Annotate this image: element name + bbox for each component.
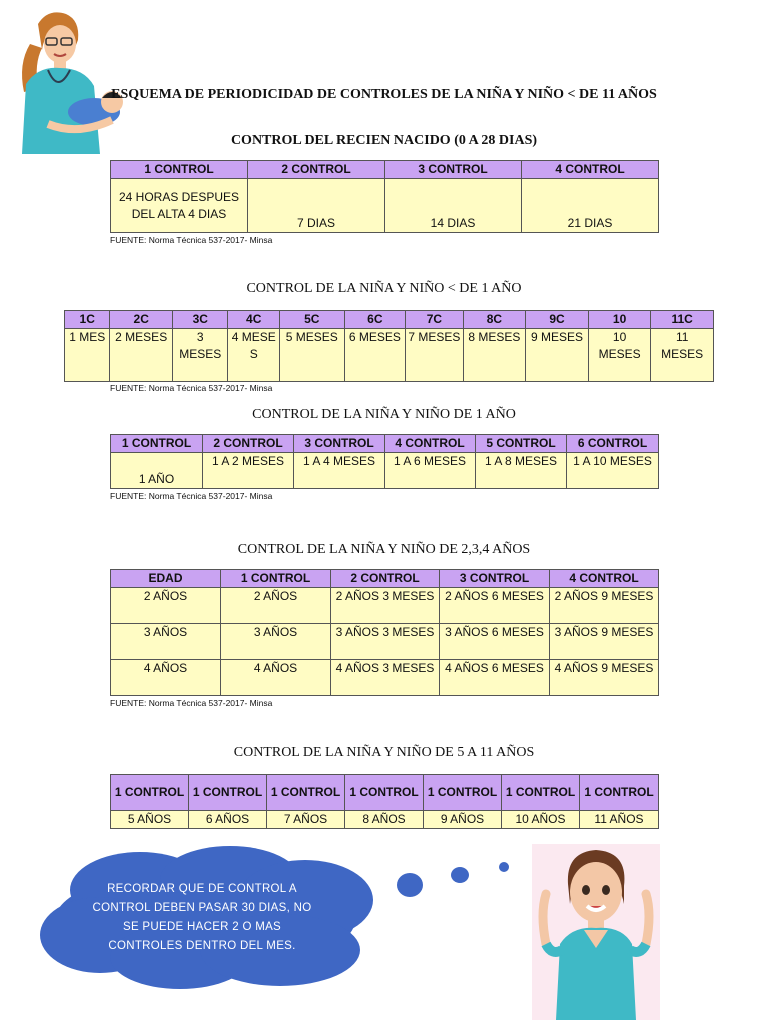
table-cell: 4 AÑOS: [221, 660, 331, 696]
header-cell: 11C: [651, 311, 714, 329]
header-cell: 10: [588, 311, 651, 329]
header-cell: 2 CONTROL: [331, 570, 440, 588]
table-cell: 8 MESES: [463, 329, 526, 382]
section-title-recien-nacido: CONTROL DEL RECIEN NACIDO (0 A 28 DIAS): [230, 133, 538, 148]
table-cell: 1 MES: [65, 329, 110, 382]
header-cell: 1 CONTROL: [424, 775, 502, 811]
header-cell: 3 CONTROL: [294, 435, 385, 453]
nurse-fingers-crossed-illustration: [532, 844, 660, 1020]
table-cell: 1 A 4 MESES: [294, 453, 385, 489]
header-cell: 2 CONTROL: [203, 435, 294, 453]
reminder-text: RECORDAR QUE DE CONTROL A CONTROL DEBEN PASAR 30 DIAS, NO SE PUEDE HACER 2 O MAS CONTROLES DENTRO DEL MES.: [92, 883, 312, 952]
table-cell: 7 MESES: [406, 329, 464, 382]
table-cell: 1 AÑO: [111, 453, 203, 489]
header-cell: 1 CONTROL: [111, 775, 189, 811]
header-cell: 1C: [65, 311, 110, 329]
header-cell: 3 CONTROL: [385, 161, 522, 179]
table-cell: 2 AÑOS: [111, 588, 221, 624]
source-note: FUENTE: Norma Técnica 537-2017- Minsa: [110, 383, 273, 393]
table-cell: 11 AÑOS: [580, 811, 659, 829]
header-cell: 4 CONTROL: [522, 161, 659, 179]
table-cell: 3 AÑOS 6 MESES: [440, 624, 550, 660]
table-cell: 14 DIAS: [385, 179, 522, 233]
table-cell: 24 HORAS DESPUES DEL ALTA 4 DIAS: [111, 179, 248, 233]
header-cell: 1 CONTROL: [189, 775, 267, 811]
source-note: FUENTE: Norma Técnica 537-2017- Minsa: [110, 491, 273, 501]
header-cell: 4C: [228, 311, 279, 329]
header-cell: 6C: [344, 311, 406, 329]
header-cell: 6 CONTROL: [567, 435, 659, 453]
table-cell: 4 AÑOS 6 MESES: [440, 660, 550, 696]
table-cell: 7 DIAS: [248, 179, 385, 233]
header-cell: 3 CONTROL: [440, 570, 550, 588]
table-cell: 6 MESES: [344, 329, 406, 382]
header-cell: 2 CONTROL: [248, 161, 385, 179]
section-title-dos-cuatro: CONTROL DE LA NIÑA Y NIÑO DE 2,3,4 AÑOS: [237, 542, 531, 557]
table-cell: 2 AÑOS 6 MESES: [440, 588, 550, 624]
header-cell: 2C: [110, 311, 173, 329]
table-row: [111, 660, 659, 696]
source-note: FUENTE: Norma Técnica 537-2017- Minsa: [110, 698, 273, 708]
table-cell: 1 A 10 MESES: [567, 453, 659, 489]
table-cell: 10 AÑOS: [502, 811, 580, 829]
table-cell: 7 AÑOS: [267, 811, 345, 829]
table-cell: 1 A 6 MESES: [385, 453, 476, 489]
header-cell: 1 CONTROL: [502, 775, 580, 811]
table-cell: 4 AÑOS 3 MESES: [331, 660, 440, 696]
header-cell: 4 CONTROL: [550, 570, 659, 588]
table-cell: 5 MESES: [279, 329, 344, 382]
table-cell: 3 AÑOS: [111, 624, 221, 660]
header-cell: 1 CONTROL: [221, 570, 331, 588]
table-cell: 3 MESES: [172, 329, 228, 382]
table-recien-nacido: [110, 160, 659, 233]
header-cell: 9C: [526, 311, 589, 329]
header-cell: 5C: [279, 311, 344, 329]
page-title: ESQUEMA DE PERIODICIDAD DE CONTROLES DE LA NIÑA Y NIÑO < DE 11 AÑOS: [111, 87, 657, 102]
section-title-menor-1: CONTROL DE LA NIÑA Y NIÑO < DE 1 AÑO: [246, 281, 522, 296]
header-cell: 1 CONTROL: [267, 775, 345, 811]
table-cell: 9 AÑOS: [424, 811, 502, 829]
table-cell: 11 MESES: [651, 329, 714, 382]
table-cell: 3 AÑOS 9 MESES: [550, 624, 659, 660]
table-cinco-once: [110, 774, 659, 829]
table-cell: 4 AÑOS: [111, 660, 221, 696]
table-cell: 6 AÑOS: [189, 811, 267, 829]
table-cell: 1 A 8 MESES: [476, 453, 567, 489]
table-cell: 4 AÑOS 9 MESES: [550, 660, 659, 696]
table-menor-1: [64, 310, 714, 382]
table-cell: 2 AÑOS 3 MESES: [331, 588, 440, 624]
section-title-uno: CONTROL DE LA NIÑA Y NIÑO DE 1 AÑO: [252, 407, 516, 422]
header-cell: 1 CONTROL: [345, 775, 424, 811]
table-cell: 2 AÑOS 9 MESES: [550, 588, 659, 624]
table-cell: 5 AÑOS: [111, 811, 189, 829]
table-cell: 1 A 2 MESES: [203, 453, 294, 489]
header-cell: 3C: [172, 311, 228, 329]
table-cell: 4 MESES: [228, 329, 279, 382]
header-cell: 1 CONTROL: [580, 775, 659, 811]
header-cell: 8C: [463, 311, 526, 329]
table-cell: 2 MESES: [110, 329, 173, 382]
nurse-with-baby-illustration: [8, 4, 126, 160]
table-cell: 3 AÑOS 3 MESES: [331, 624, 440, 660]
header-cell: EDAD: [111, 570, 221, 588]
source-note: FUENTE: Norma Técnica 537-2017- Minsa: [110, 235, 273, 245]
header-cell: 1 CONTROL: [111, 435, 203, 453]
table-cell: 2 AÑOS: [221, 588, 331, 624]
table-cell: 10 MESES: [588, 329, 651, 382]
section-title-cinco-once: CONTROL DE LA NIÑA Y NIÑO DE 5 A 11 AÑOS: [233, 745, 535, 760]
table-row: [111, 588, 659, 624]
table-cell: 9 MESES: [526, 329, 589, 382]
header-cell: 7C: [406, 311, 464, 329]
table-row: [111, 624, 659, 660]
table-dos-cuatro: [110, 569, 659, 696]
table-cell: 21 DIAS: [522, 179, 659, 233]
table-cell: 3 AÑOS: [221, 624, 331, 660]
table-cell: 8 AÑOS: [345, 811, 424, 829]
table-uno: [110, 434, 659, 489]
header-cell: 4 CONTROL: [385, 435, 476, 453]
header-cell: 1 CONTROL: [111, 161, 248, 179]
header-cell: 5 CONTROL: [476, 435, 567, 453]
